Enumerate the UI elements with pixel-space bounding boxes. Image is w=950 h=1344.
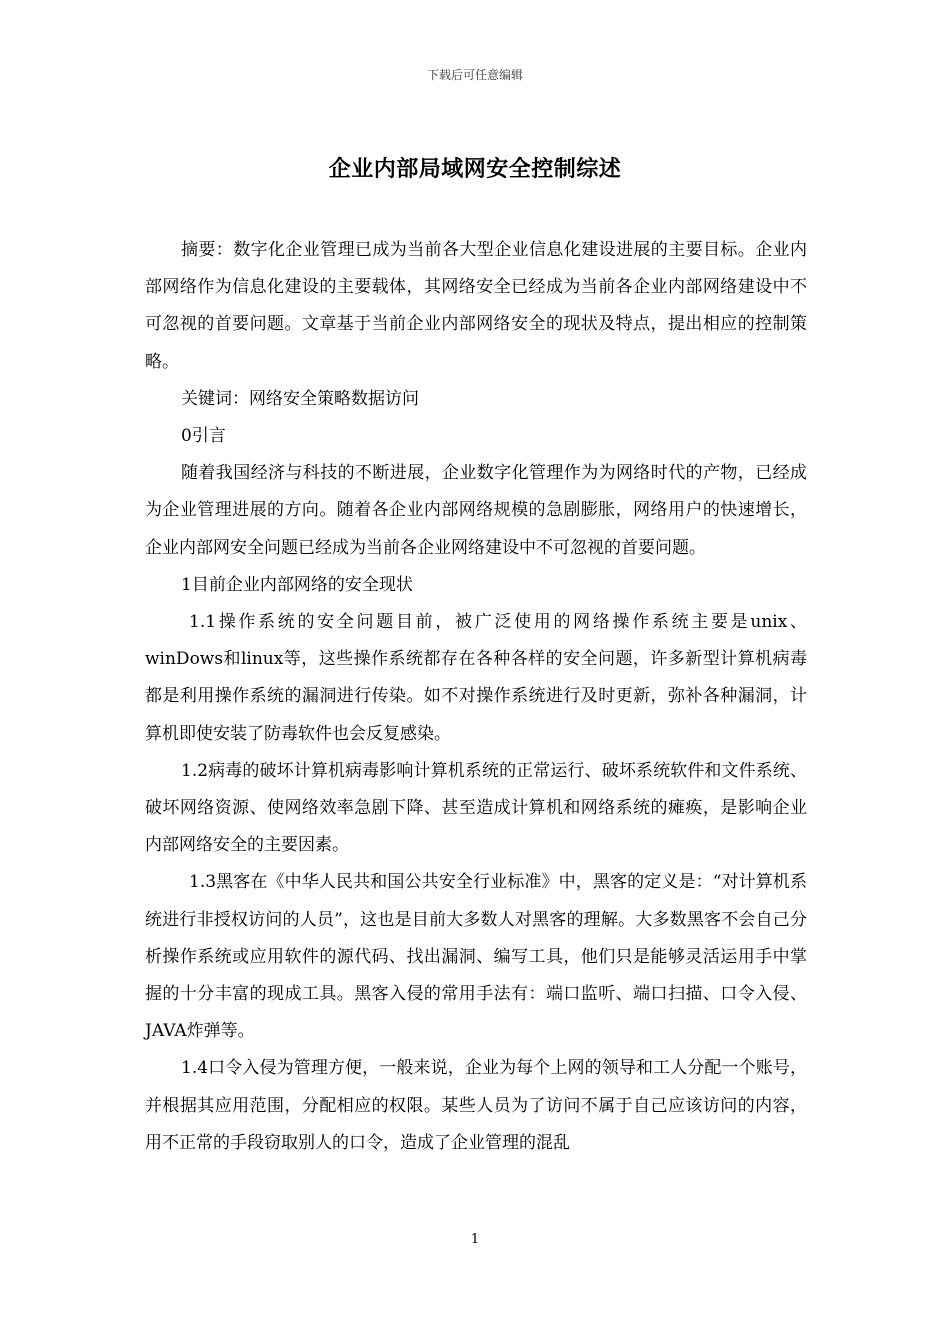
section-heading-1: 1目前企业内部网络的安全现状 [181,574,413,595]
subsection-1-4-paragraph: 1.4口令入侵为管理方便，一般来说，企业为每个上网的领导和工人分配一个账号，并根据其应用范围，分配相应的权限。某些人员为了访问不属于自己应该访问的内容，用不正常的手段窃取别人的口令，造成了企业管理的混乱 [145,1058,807,1153]
header-note: 下载后可任意编辑 [426,68,523,82]
subsection-1-1-paragraph: 1.1操作系统的安全问题目前，被广泛使用的网络操作系统主要是unix、winDows和linux等，这些操作系统都存在各种各样的安全问题，许多新型计算机病毒都是利用操作系统的漏洞进行传染。如不对操作系统进行及时更新，弥补各种漏洞，计算机即使安装了防毒软件也会反复感染。 [145,612,807,744]
document-title: 企业内部局域网安全控制综述 [328,157,622,182]
introduction-paragraph: 随着我国经济与科技的不断进展，企业数字化管理作为为网络时代的产物，已经成为企业管理进展的方向。随着各企业内部网络规模的急剧膨胀，网络用户的快速增长，企业内部网安全问题已经成为当前各企业网络建设中不可忽视的首要问题。 [145,463,807,558]
section-heading-introduction: 0引言 [181,426,226,447]
subsection-1-3-paragraph: 1.3黑客在《中华人民共和国公共安全行业标准》中，黑客的定义是：“对计算机系统进行非授权访问的人员”，这也是目前大多数人对黑客的理解。大多数黑客不会自己分析操作系统或应用软件的源代码、找出漏洞、编写工具，他们只是能够灵活运用手中掌握的十分丰富的现成工具。黑客入侵的常用手法有：端口监听、端口扫描、口令入侵、JAVA炸弹等。 [145,872,807,1042]
subsection-1-2-paragraph: 1.2病毒的破坏计算机病毒影响计算机系统的正常运行、破坏系统软件和文件系统、破坏网络资源、使网络效率急剧下降、甚至造成计算机和网络系统的瘫痪，是影响企业内部网络安全的主要因素。 [145,760,807,856]
keywords-paragraph: 关键词：网络安全策略数据访问 [181,388,419,409]
abstract-paragraph: 摘要：数字化企业管理已成为当前各大型企业信息化建设进展的主要目标。企业内部网络作为信息化建设的主要载体，其网络安全已经成为当前各企业内部网络建设中不可忽视的首要问题。文章基于当前企业内部网络安全的现状及特点，提出相应的控制策略。 [145,240,807,372]
document-body [145,232,807,1162]
page-number: 1 [470,1232,480,1247]
